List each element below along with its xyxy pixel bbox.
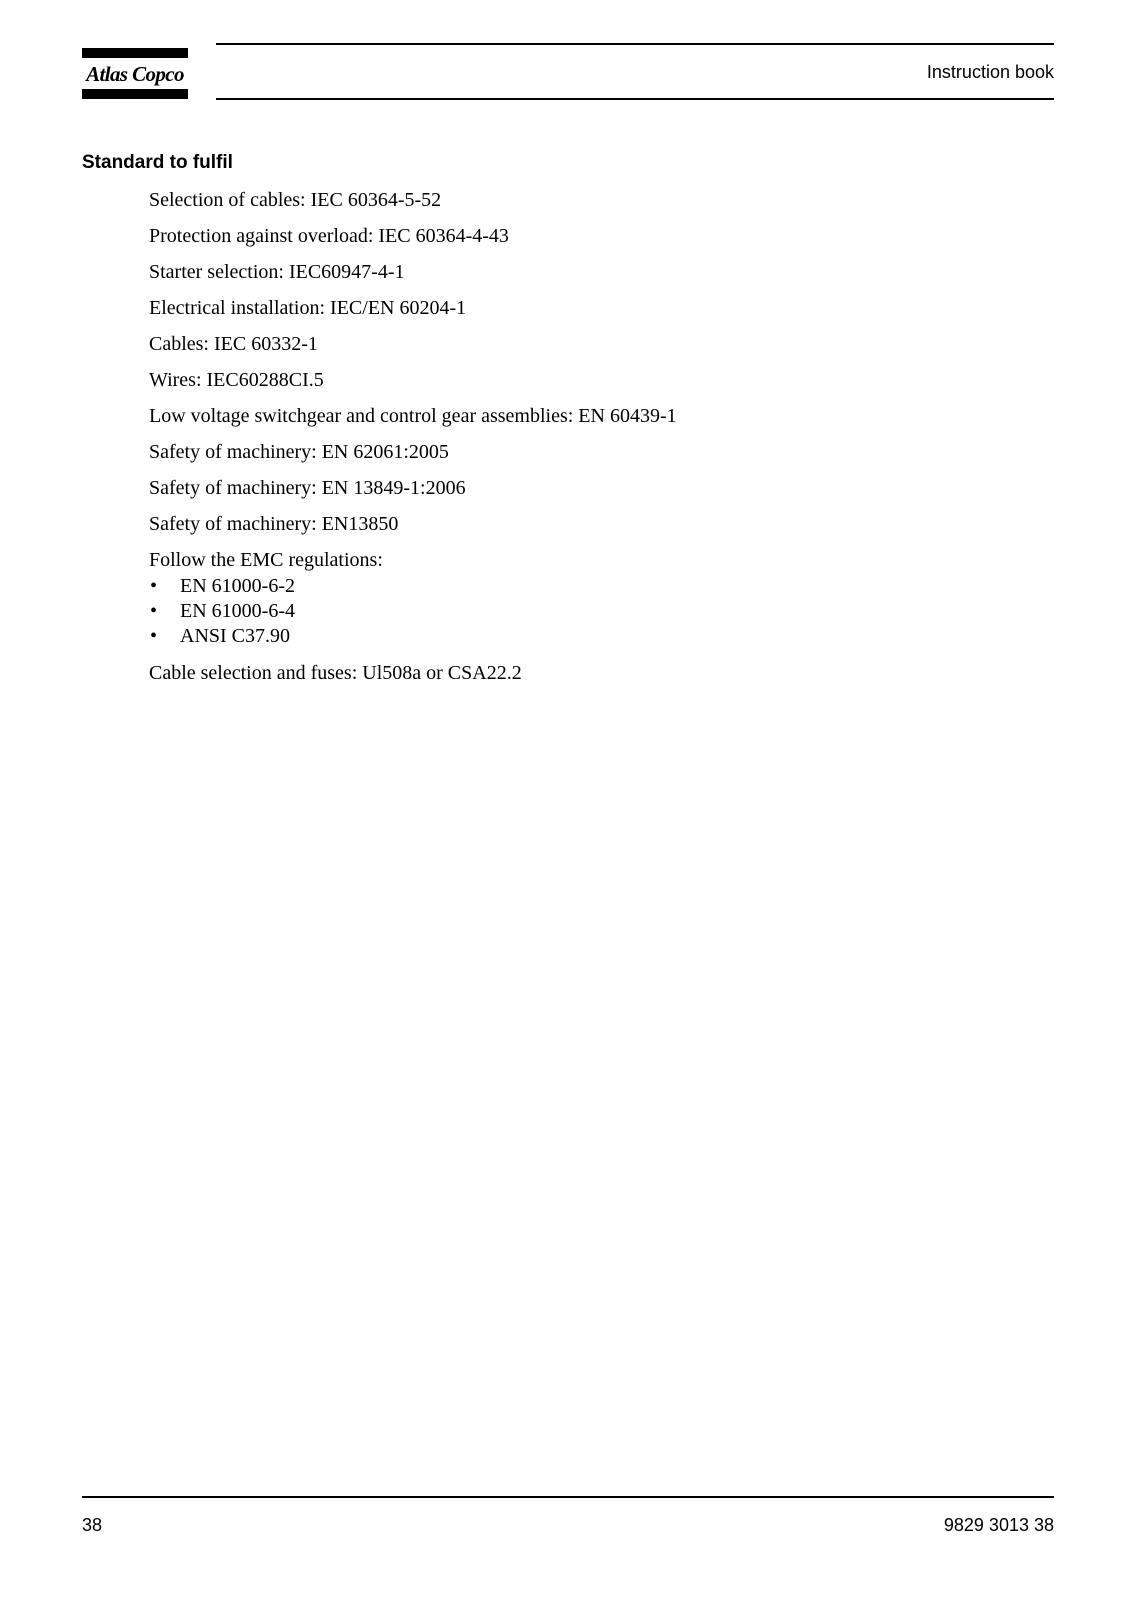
bullet-icon: • xyxy=(150,575,158,597)
standard-item: Wires: IEC60288CI.5 xyxy=(149,369,324,391)
header-label: Instruction book xyxy=(926,62,1054,82)
page-number: 38 xyxy=(82,1515,103,1535)
atlas-copco-logo xyxy=(82,48,188,100)
logo-wordmark: Atlas Copco xyxy=(86,62,184,86)
document-number: 9829 3013 38 xyxy=(943,1515,1054,1535)
standard-item: Safety of machinery: EN 62061:2005 xyxy=(149,441,449,463)
standard-item: Cables: IEC 60332-1 xyxy=(149,333,318,355)
emc-intro: Follow the EMC regulations: xyxy=(149,549,383,571)
emc-item-label: EN 61000-6-4 xyxy=(180,600,295,622)
standards-list xyxy=(149,188,1029,697)
emc-list-item xyxy=(149,599,1029,624)
logo-bar-top xyxy=(82,48,188,58)
standard-item: Selection of cables: IEC 60364-5-52 xyxy=(149,189,442,211)
standard-item-final: Cable selection and fuses: Ul508a or CSA22.2 xyxy=(149,662,522,684)
bullet-icon: • xyxy=(150,625,158,647)
header-rule-top xyxy=(216,43,1054,45)
section-title: Standard to fulfil xyxy=(82,152,233,173)
emc-list xyxy=(149,574,1029,649)
standard-item: Protection against overload: IEC 60364-4-43 xyxy=(149,225,509,247)
standard-item: Safety of machinery: EN 13849-1:2006 xyxy=(149,477,466,499)
header-rule-bottom xyxy=(216,98,1054,100)
emc-list-item xyxy=(149,624,1029,649)
emc-item-label: ANSI C37.90 xyxy=(180,625,291,647)
standard-item: Starter selection: IEC60947-4-1 xyxy=(149,261,405,283)
emc-item-label: EN 61000-6-2 xyxy=(180,575,295,597)
emc-list-item xyxy=(149,574,1029,599)
logo-bar-bottom xyxy=(82,89,188,99)
standard-item: Electrical installation: IEC/EN 60204-1 xyxy=(149,297,467,319)
standard-item: Safety of machinery: EN13850 xyxy=(149,513,399,535)
footer-rule xyxy=(82,1496,1054,1498)
standard-item: Low voltage switchgear and control gear assemblies: EN 60439-1 xyxy=(149,405,677,427)
bullet-icon: • xyxy=(150,600,158,622)
